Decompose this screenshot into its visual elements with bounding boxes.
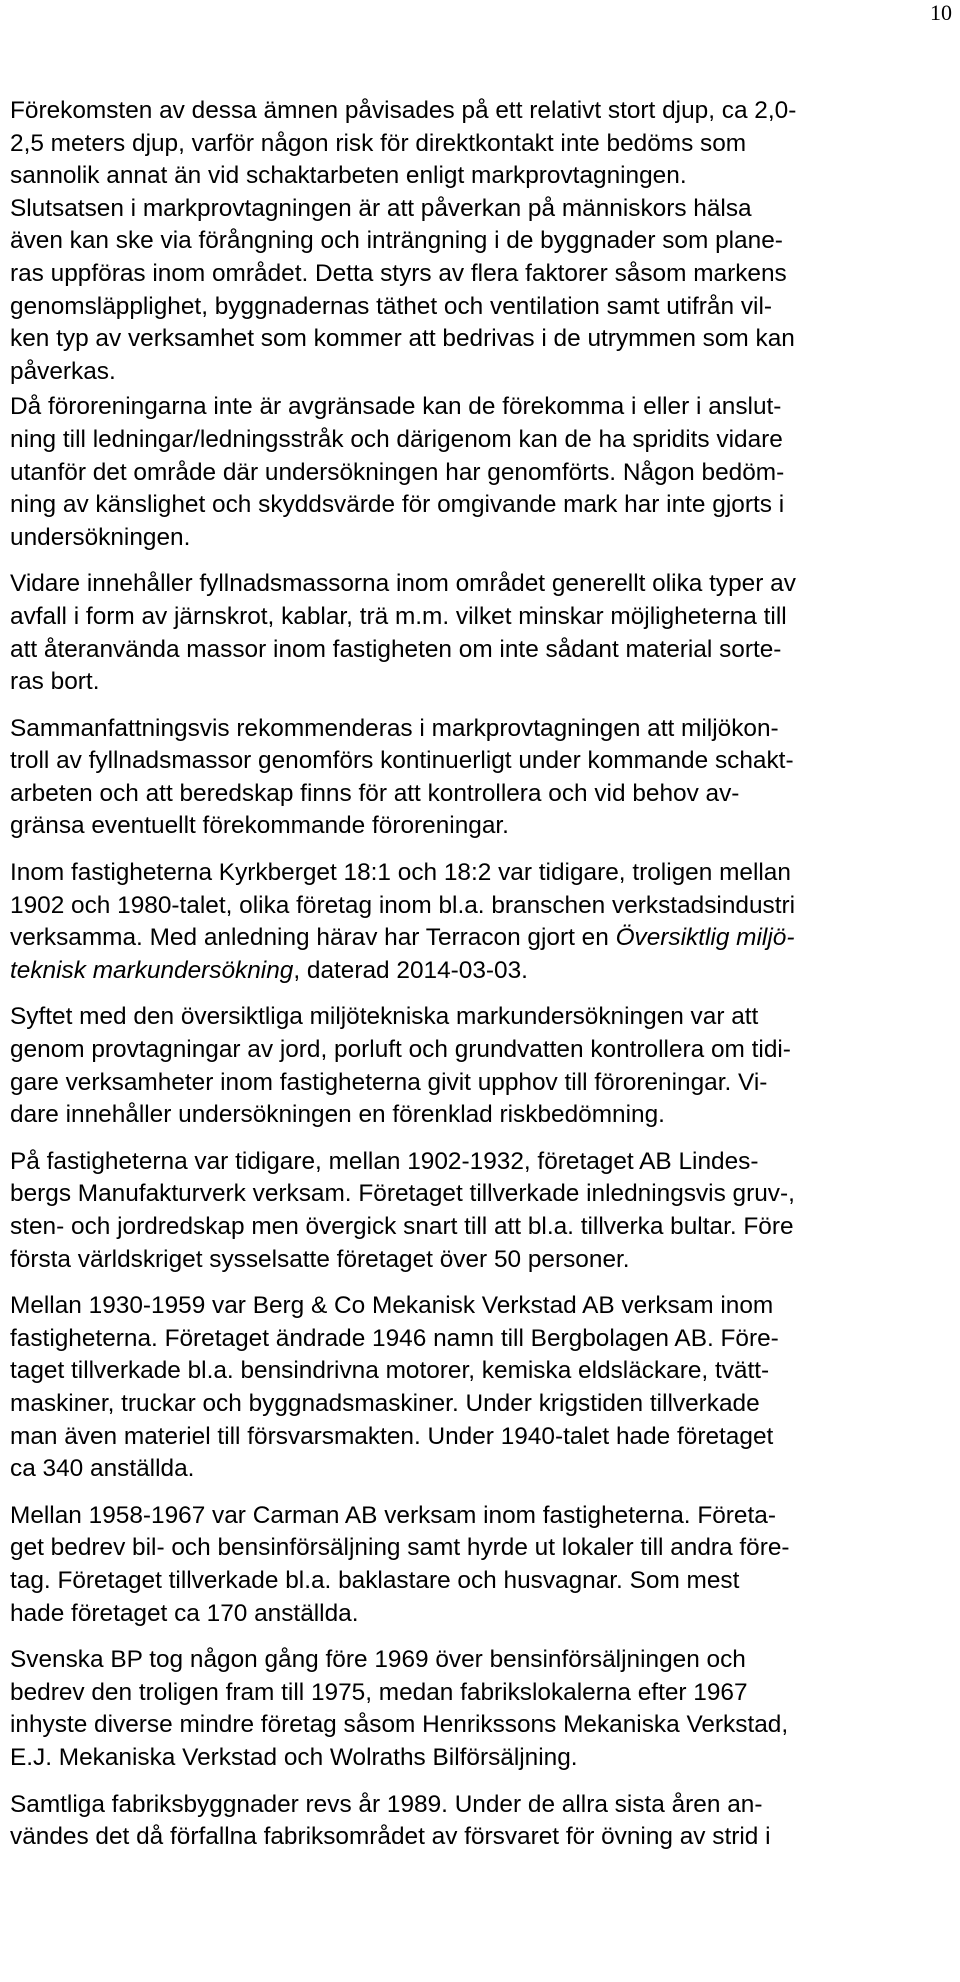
paragraph-5	[10, 857, 958, 987]
paragraph-1: Förekomsten av dessa ämnen påvisades på ett relativt stort djup, ca 2,0- 2,5 meters djup, varför någon risk för direktkontakt inte bedöms som sannolik annat än vid schaktarbeten enligt markprovtagningen. Slutsatsen i markprovtagningen är att påverkan på människors hälsa även kan ske via förångning och inträngning i de byggnader som plane- ras uppföras inom området. Detta styrs av flera faktorer såsom markens genomsläpplighet, byggnadernas täthet och ventilation samt utifrån vil- ken typ av verksamhet som kommer att bedrivas i de utrymmen som kan påverkas.	[10, 97, 797, 385]
paragraph-6: Syftet med den översiktliga miljötekniska markundersökningen var att genom provtagningar av jord, porluft och grundvatten kontrollera om tidi- gare verksamheter inom fastigheterna givit upphov till föroreningar. Vi- dare innehåller undersökningen en förenklad riskbedömning.	[10, 1003, 791, 1129]
paragraph-4: Sammanfattningsvis rekommenderas i markprovtagningen att miljökon- troll av fyllnadsmassor genomförs kontinuerligt under kommande schakt- arbeten och att beredskap finns för att kontrollera och vid behov av- gränsa eventuellt förekommande föroreningar.	[10, 714, 794, 840]
document-body	[10, 95, 958, 1868]
paragraph-9: Mellan 1958-1967 var Carman AB verksam inom fastigheterna. Företa- get bedrev bil- och bensinförsäljning samt hyrde ut lokaler till andra före- tag. Företaget tillverkade bl.a. baklastare och husvagnar. Som mest hade företaget ca 170 anställda.	[10, 1501, 790, 1627]
paragraph-5-text-before: Inom fastigheterna Kyrkberget 18:1 och 18:2 var tidigare, troligen mellan 1902 och 1980-talet, olika företag inom bl.a. branschen verkstadsindustri verksamma. Med anledning härav har Terracon gjort en	[10, 859, 796, 952]
page-number: 10	[930, 0, 952, 25]
paragraph-5-text-after: , daterad 2014-03-03.	[293, 956, 528, 984]
paragraph-8: Mellan 1930-1959 var Berg & Co Mekanisk Verkstad AB verksam inom fastigheterna. Företaget ändrade 1946 namn till Bergbolagen AB. Före- taget tillverkade bl.a. bensindrivna motorer, kemiska eldsläckare, tvätt- maskiner, truckar och byggnadsmaskiner. Under krigstiden tillverkade man även materiel till försvarsmakten. Under 1940-talet hade företaget ca 340 anställda.	[10, 1292, 779, 1483]
paragraph-2: Då föroreningarna inte är avgränsade kan de förekomma i eller i anslut- ning till ledningar/ledningsstråk och därigenom kan de ha spridits vidare utanför det område där undersökningen har genomförts. Någon bedöm- ning av känslighet och skyddsvärde för omgivande mark har inte gjorts i undersökningen.	[10, 393, 785, 551]
report-title-italic: Översiktlig miljö- teknisk markundersökning	[10, 924, 795, 984]
paragraph-3: Vidare innehåller fyllnadsmassorna inom området generellt olika typer av avfall i form av järnskrot, kablar, trä m.m. vilket minskar möjligheterna till att återanvända massor inom fastigheten om inte sådant material sorte- ras bort.	[10, 570, 796, 696]
paragraph-10: Svenska BP tog någon gång före 1969 över bensinförsäljningen och bedrev den troligen fram till 1975, medan fabrikslokalerna efter 1967 inhyste diverse mindre företag såsom Henrikssons Mekaniska Verkstad, E.J. Mekaniska Verkstad och Wolraths Bilförsäljning.	[10, 1646, 789, 1771]
paragraph-11: Samtliga fabriksbyggnader revs år 1989. Under de allra sista åren an- vändes det då förfallna fabriksområdet av försvaret för övning av strid i	[10, 1790, 771, 1851]
paragraph-7: På fastigheterna var tidigare, mellan 1902-1932, företaget AB Lindes- bergs Manufakturverk verksam. Företaget tillverkade inledningsvis gruv-, sten- och jordredskap men övergick snart till att bl.a. tillverka bultar. Före första världskriget sysselsatte företaget över 50 personer.	[10, 1147, 795, 1273]
